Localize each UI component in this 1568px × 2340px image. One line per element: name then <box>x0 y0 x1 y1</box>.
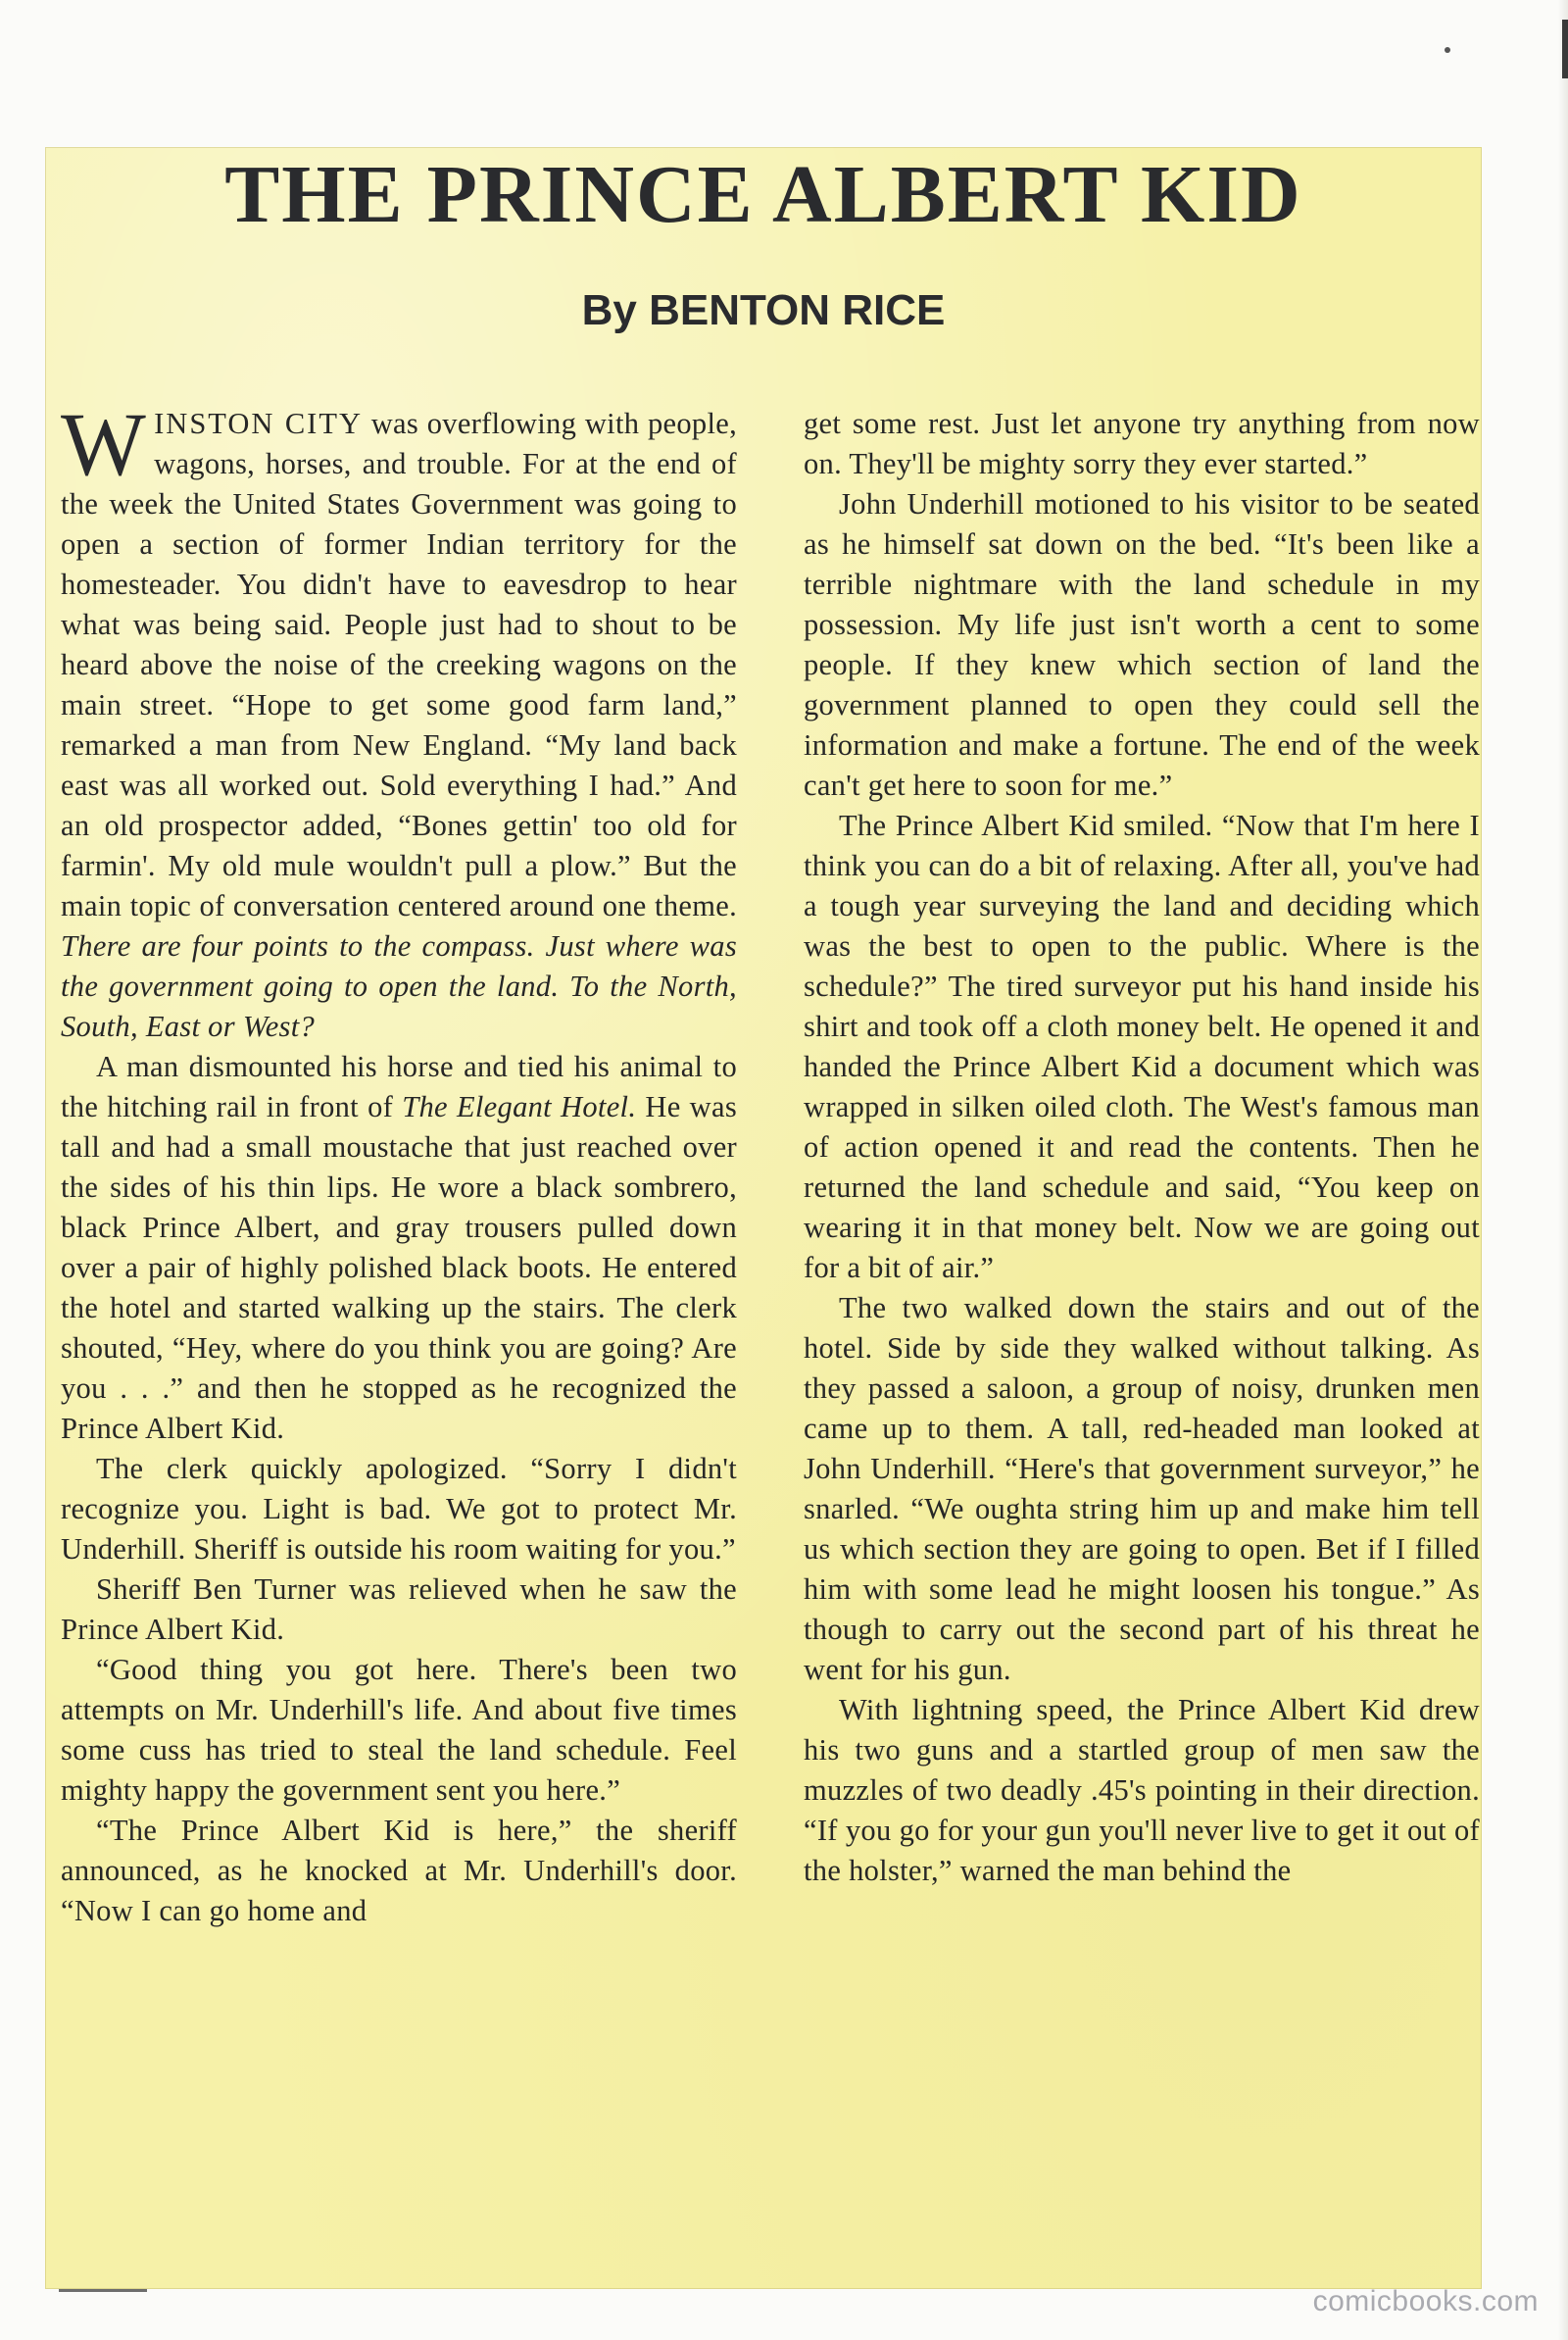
paragraph-11: With lightning speed, the Prince Albert Kid drew his two guns and a startled group of men saw the muzzles of two deadly .45's pointing in their direction. “If you go for your gun you'll never live to get it out of the holster,” warned the man behind the <box>804 1693 1480 1887</box>
story-panel <box>45 147 1482 2289</box>
page-edge <box>1558 0 1568 2340</box>
story-byline: By BENTON RICE <box>581 286 946 334</box>
bottom-rule <box>59 2289 147 2292</box>
paragraph-9: The Prince Albert Kid smiled. “Now that I'm here I think you can do a bit of relaxing. After all, you've had a tough year surveying the land and deciding which was the best to open to the public. Where is the schedule?” The tired surveyor put his hand inside his shirt and took off a cloth money belt. He opened it and handed the Prince Albert Kid a document which was wrapped in silken oiled cloth. The West's famous man of action opened it and read the contents. Then he returned the land schedule and said, “You keep on wearing it in that money belt. Now we are going out for a bit of air.” <box>804 809 1480 1284</box>
paragraph-1-italic: There are four points to the compass. Just where was the government going to open the land. To the North, South, East or West? <box>61 929 737 1043</box>
paragraph-3: The clerk quickly apologized. “Sorry I didn't recognize you. Light is bad. We got to protect Mr. Underhill. Sheriff is outside his room waiting for you.” <box>61 1452 737 1566</box>
site-watermark: comicbooks.com <box>1312 2285 1539 2317</box>
drop-cap: W <box>61 394 147 494</box>
binding-mark <box>1562 20 1568 78</box>
paragraph-5: “Good thing you got here. There's been two attempts on Mr. Underhill's life. And about five times some cuss has tried to steal the land schedule. Feel mighty happy the government sent you here.” <box>61 1653 737 1807</box>
paragraph-10: The two walked down the stairs and out of the hotel. Side by side they walked without talking. As they passed a saloon, a group of noisy, drunken men came up to them. A tall, red-headed man looked at John Underhill. “Here's that government surveyor,” he snarled. “We oughta string him up and make him tell us which section they are going to open. Bet if I filled him with some lead he might loosen his tongue.” As though to carry out the second part of his threat he went for his gun. <box>804 1291 1480 1686</box>
right-text-column <box>804 404 1480 1891</box>
paragraph-6: “The Prince Albert Kid is here,” the sheriff announced, as he knocked at Mr. Underhill's door. “Now I can go home and <box>61 1814 737 1927</box>
hotel-name: The Elegant Hotel. <box>402 1090 637 1123</box>
scan-speck <box>1445 47 1450 53</box>
paragraph-7: get some rest. Just let anyone try anything from now on. They'll be mighty sorry they ever started.” <box>804 407 1480 480</box>
story-title: THE PRINCE ALBERT KID <box>224 149 1302 240</box>
paragraph-2-text-a: A man dismounted his horse and tied his animal to the hitching rail in front of <box>61 1050 737 1123</box>
paragraph-1 <box>61 394 738 1047</box>
opening-caps: INSTON CITY <box>154 407 363 440</box>
left-text-column <box>61 394 738 1931</box>
paragraph-8: John Underhill motioned to his visitor to be seated as he himself sat down on the bed. “It's been like a terrible nightmare with the land schedule in my possession. My life just isn't worth a cent to some people. If they knew which section of land the government planned to open they could sell the information and make a fortune. The end of the week can't get here to soon for me.” <box>804 487 1480 802</box>
paragraph-4: Sheriff Ben Turner was relieved when he saw the Prince Albert Kid. <box>61 1572 737 1646</box>
paragraph-1-text: was overflowing with people, wagons, horses, and trouble. For at the end of the week the United States Government was going to open a section of former Indian territory for the homesteader. You didn't have to eavesdrop to hear what was being said. People just had to shout to be heard above the noise of the creeking wagons on the main street. “Hope to get some good farm land,” remarked a man from New England. “My land back east was all worked out. Sold everything I had.” And an old prospector added, “Bones gettin' too old for farmin'. My old mule wouldn't pull a plow.” But the main topic of conversation centered around one theme. <box>61 407 738 922</box>
paragraph-2-text-b: He was tall and had a small moustache that just reached over the sides of his thin lips. He wore a black sombrero, black Prince Albert, and gray trousers pulled down over a pair of highly polished black boots. He entered the hotel and started walking up the stairs. The clerk shouted, “Hey, where do you think you are going? Are you . . .” and then he stopped as he recognized the Prince Albert Kid. <box>61 1090 737 1445</box>
paragraph-2 <box>61 1047 737 1449</box>
